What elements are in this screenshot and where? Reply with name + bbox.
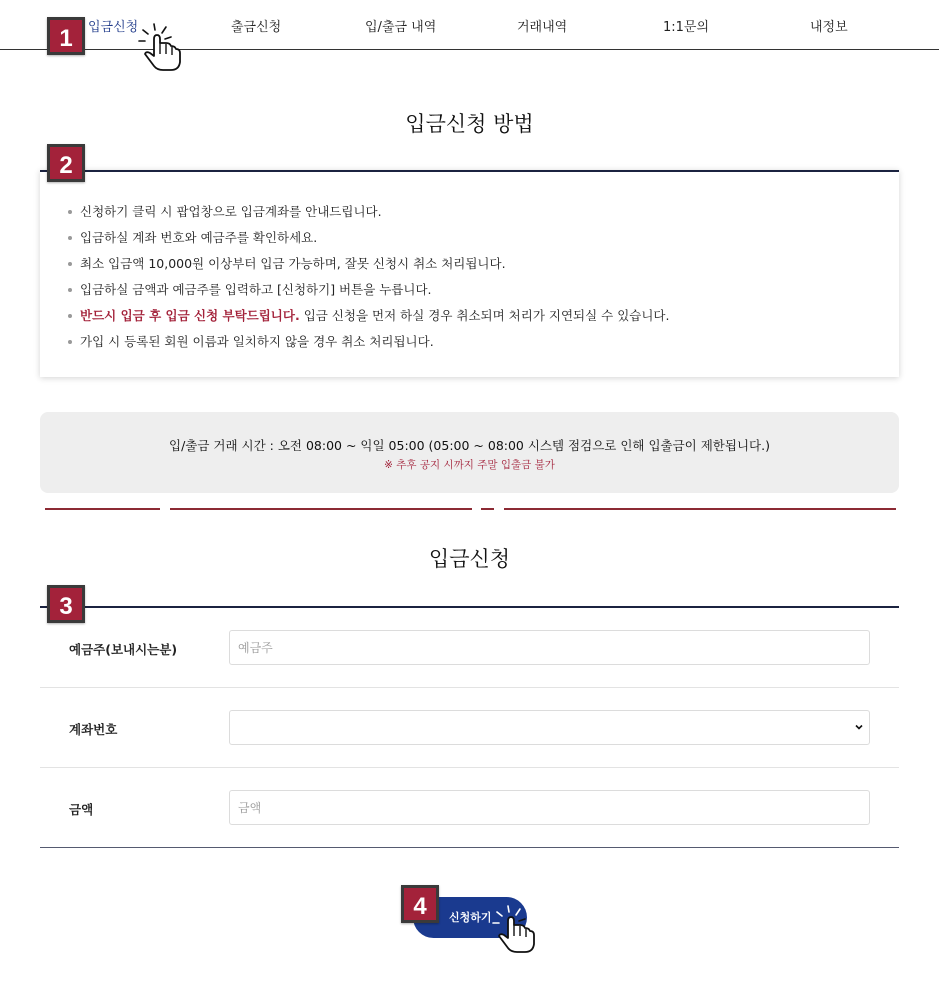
nav-tab-inquiry[interactable]: 1:1문의 xyxy=(663,20,710,35)
divider xyxy=(504,508,896,510)
method-list xyxy=(66,202,669,358)
nav-tab-withdraw[interactable]: 출금신청 xyxy=(231,20,282,35)
method-item: 최소 입금액 10,000원 이상부터 입금 가능하며, 잘못 신청시 취소 처리됩니다. xyxy=(66,254,669,280)
method-info-box xyxy=(40,170,899,377)
form-row-amount xyxy=(40,768,899,848)
nav-tab-deposit[interactable]: 입금신청 xyxy=(88,20,139,35)
method-item: 신청하기 클릭 시 팝업창으로 입금계좌를 안내드립니다. xyxy=(66,202,669,228)
divider xyxy=(170,508,472,510)
method-item: 가입 시 등록된 회원 이름과 일치하지 않을 경우 취소 처리됩니다. xyxy=(66,332,669,358)
account-select[interactable] xyxy=(229,710,870,745)
method-item: 입금하실 계좌 번호와 예금주를 확인하세요. xyxy=(66,228,669,254)
form-row-depositor xyxy=(40,608,899,688)
method-title: 입금신청 방법 xyxy=(405,112,534,136)
form-title: 입금신청 xyxy=(428,547,511,571)
depositor-input[interactable] xyxy=(229,630,870,665)
step-badge-1: 1 xyxy=(47,17,85,55)
method-item: 입금하실 금액과 예금주를 입력하고 [신청하기] 버튼을 누릅니다. xyxy=(66,280,669,306)
divider xyxy=(481,508,494,510)
submit-button[interactable]: 신청하기 xyxy=(413,897,527,938)
amount-label: 금액 xyxy=(69,802,94,817)
step-badge-2: 2 xyxy=(47,144,85,182)
pointing-hand-icon xyxy=(138,22,186,74)
method-highlight-text: 반드시 입금 후 입금 신청 부탁드립니다. xyxy=(80,308,300,323)
form-row-account xyxy=(40,688,899,768)
notice-trading-hours: 입/출금 거래 시간 : 오전 08:00 ~ 익일 05:00 (05:00 ~ 08:00 시스템 점검으로 인해 입출금이 제한됩니다.) xyxy=(169,438,770,453)
nav-tab-transactions[interactable]: 거래내역 xyxy=(517,20,568,35)
pointing-hand-icon xyxy=(492,902,540,958)
notice-weekend: ※ 추후 공지 시까지 주말 입출금 불가 xyxy=(384,459,555,471)
method-item-text: 입금 신청을 먼저 하실 경우 취소되며 처리가 지연되실 수 있습니다. xyxy=(303,308,670,323)
chevron-down-icon xyxy=(855,723,863,731)
account-label: 계좌번호 xyxy=(69,722,118,737)
step-badge-3: 3 xyxy=(47,585,85,623)
method-item-highlight xyxy=(66,306,669,332)
step-badge-4: 4 xyxy=(401,885,439,923)
nav-tab-history[interactable]: 입/출금 내역 xyxy=(365,20,437,35)
depositor-label: 예금주(보내시는분) xyxy=(69,642,178,657)
notice-box xyxy=(40,412,899,493)
divider xyxy=(45,508,160,510)
nav-tab-my-info[interactable]: 내정보 xyxy=(810,20,848,35)
amount-input[interactable] xyxy=(229,790,870,825)
